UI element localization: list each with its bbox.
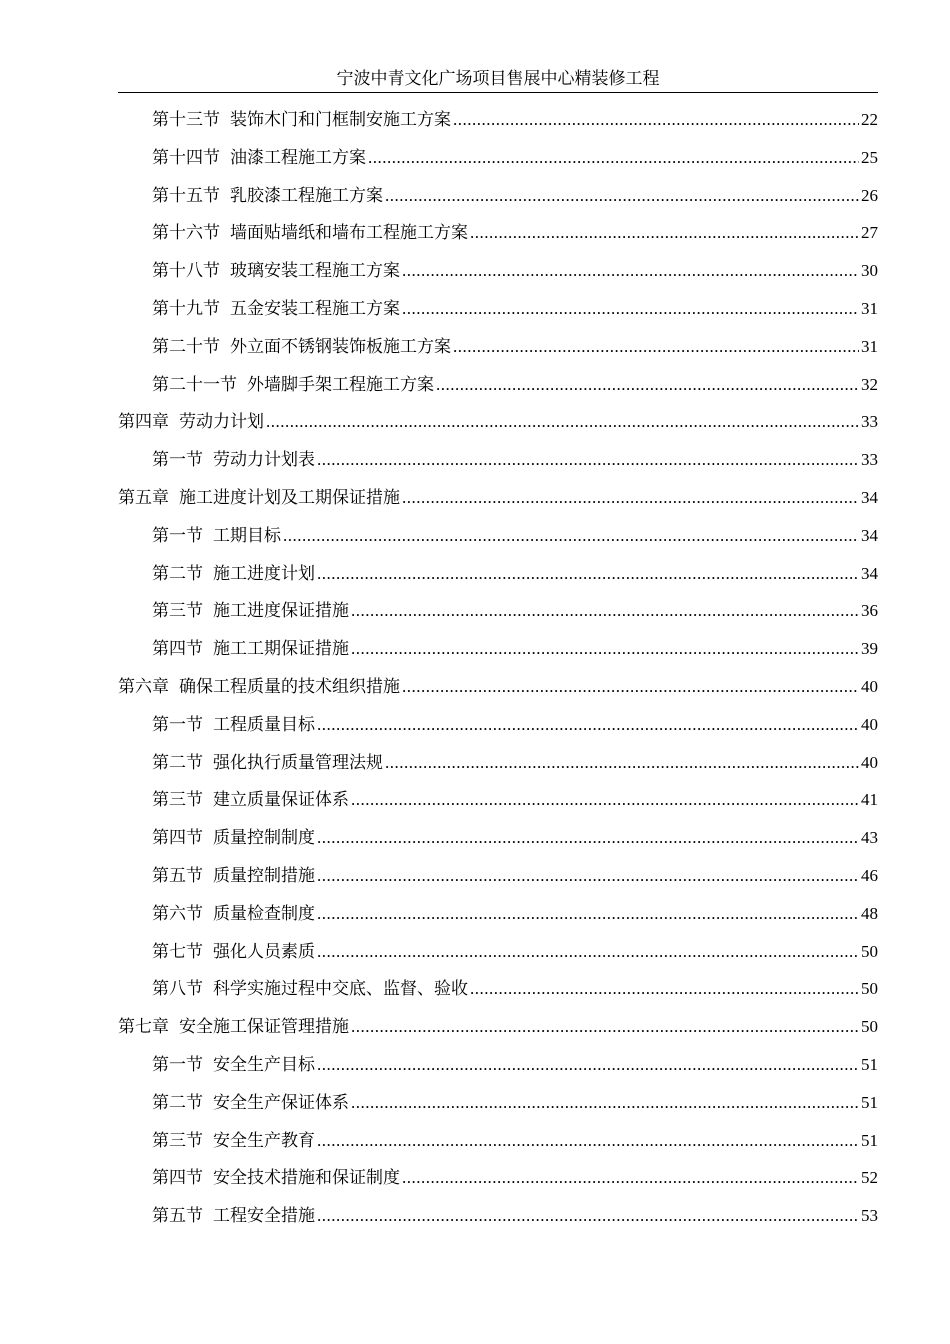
toc-section-entry[interactable]: [118, 177, 878, 215]
toc-dot-leader: [317, 1046, 859, 1084]
toc-entry-label: [152, 745, 383, 783]
toc-section-entry[interactable]: [118, 1122, 878, 1160]
toc-dot-leader: [351, 630, 859, 668]
toc-section-entry[interactable]: [118, 366, 878, 404]
toc-entry-number: 第五节: [152, 1206, 203, 1227]
toc-entry-label: [152, 140, 366, 178]
toc-entry-title: 劳动力计划表: [213, 450, 315, 471]
toc-entry-title: 安全生产教育: [213, 1130, 315, 1151]
toc-page-number: 41: [861, 790, 878, 810]
toc-dot-leader: [453, 328, 859, 366]
toc-page-number: 51: [861, 1054, 878, 1074]
toc-entry-label: [152, 215, 468, 253]
toc-entry-number: 第一节: [152, 525, 203, 546]
toc-entry-label: [152, 707, 315, 745]
toc-entry-label: [118, 480, 400, 518]
toc-entry-title: 质量控制措施: [213, 865, 315, 886]
toc-entry-label: [152, 102, 451, 140]
toc-page-number: 51: [861, 1092, 878, 1112]
toc-page-number: 48: [861, 903, 878, 923]
toc-entry-label: [152, 1123, 315, 1161]
toc-page-number: 50: [861, 941, 878, 961]
toc-entry-number: 第二十一节: [152, 374, 237, 395]
toc-entry-label: [152, 782, 349, 820]
toc-page-number: 50: [861, 979, 878, 999]
toc-page-number: 32: [861, 374, 878, 394]
toc-entry-label: [152, 367, 434, 405]
toc-entry-label: [118, 1009, 349, 1047]
toc-dot-leader: [402, 1159, 859, 1197]
toc-entry-label: [152, 593, 349, 631]
toc-entry-title: 施工进度计划及工期保证措施: [179, 487, 400, 508]
toc-entry-number: 第四节: [152, 639, 203, 660]
toc-dot-leader: [351, 781, 859, 819]
toc-entry-title: 强化执行质量管理法规: [213, 752, 383, 773]
toc-entry-label: [152, 1047, 315, 1085]
toc-dot-leader: [351, 1084, 859, 1122]
toc-entry-title: 安全生产目标: [213, 1054, 315, 1075]
toc-entry-title: 施工进度保证措施: [213, 601, 349, 622]
toc-page-number: 52: [861, 1168, 878, 1188]
toc-entry-number: 第三节: [152, 1130, 203, 1151]
toc-section-entry[interactable]: [118, 857, 878, 895]
toc-page-number: 34: [861, 487, 878, 507]
toc-page-number: 51: [861, 1130, 878, 1150]
toc-section-entry[interactable]: [118, 933, 878, 971]
toc-dot-leader: [453, 101, 859, 139]
toc-section-entry[interactable]: [118, 1159, 878, 1197]
toc-page-number: 40: [861, 752, 878, 772]
toc-page-number: 39: [861, 639, 878, 659]
toc-entry-number: 第六章: [118, 676, 169, 697]
toc-entry-title: 工期目标: [213, 525, 281, 546]
toc-entry-label: [152, 1085, 349, 1123]
toc-page-number: 36: [861, 601, 878, 621]
toc-entry-number: 第四节: [152, 1168, 203, 1189]
toc-entry-title: 五金安装工程施工方案: [230, 298, 400, 319]
toc-entry-number: 第二节: [152, 563, 203, 584]
toc-dot-leader: [402, 479, 859, 517]
toc-page-number: 53: [861, 1206, 878, 1226]
toc-page-number: 22: [861, 110, 878, 129]
toc-entry-label: [152, 934, 315, 972]
toc-dot-leader: [436, 366, 859, 404]
toc-entry-title: 安全生产保证体系: [213, 1092, 349, 1113]
toc-section-entry[interactable]: [118, 517, 878, 555]
toc-entry-label: [118, 404, 264, 442]
toc-entry-label: [152, 329, 451, 367]
toc-entry-label: [152, 1198, 315, 1236]
toc-dot-leader: [402, 252, 859, 290]
toc-entry-number: 第三节: [152, 790, 203, 811]
toc-entry-label: [152, 971, 468, 1009]
toc-page-number: 33: [861, 412, 878, 432]
toc-section-entry[interactable]: [118, 1084, 878, 1122]
toc-dot-leader: [317, 706, 859, 744]
toc-entry-title: 外立面不锈钢装饰板施工方案: [230, 336, 451, 357]
toc-dot-leader: [385, 744, 859, 782]
toc-entry-label: [152, 291, 400, 329]
toc-dot-leader: [317, 1197, 859, 1235]
toc-entry-title: 安全技术措施和保证制度: [213, 1168, 400, 1189]
toc-entry-title: 安全施工保证管理措施: [179, 1017, 349, 1038]
toc-entry-number: 第三节: [152, 601, 203, 622]
toc-section-entry[interactable]: [118, 706, 878, 744]
toc-section-entry[interactable]: [118, 819, 878, 857]
toc-page-number: 40: [861, 714, 878, 734]
toc-entry-title: 外墙脚手架工程施工方案: [247, 374, 434, 395]
toc-entry-label: [152, 556, 315, 594]
toc-page-number: 31: [861, 298, 878, 318]
toc-entry-title: 工程安全措施: [213, 1206, 315, 1227]
toc-entry-number: 第一节: [152, 1054, 203, 1075]
toc-entry-number: 第四章: [118, 412, 169, 433]
toc-entry-label: [152, 858, 315, 896]
toc-entry-title: 质量控制制度: [213, 828, 315, 849]
toc-entry-number: 第八节: [152, 979, 203, 1000]
toc-entry-number: 第十八节: [152, 261, 220, 282]
toc-section-entry[interactable]: [118, 290, 878, 328]
toc-entry-title: 墙面贴墙纸和墙布工程施工方案: [230, 223, 468, 244]
toc-entry-title: 劳动力计划: [179, 412, 264, 433]
toc-entry-title: 建立质量保证体系: [213, 790, 349, 811]
toc-section-entry[interactable]: [118, 592, 878, 630]
toc-entry-number: 第二节: [152, 1092, 203, 1113]
toc-page-number: 25: [861, 147, 878, 167]
toc-entry-title: 质量检查制度: [213, 903, 315, 924]
toc-section-entry[interactable]: [118, 1046, 878, 1084]
toc-entry-number: 第二节: [152, 752, 203, 773]
toc-chapter-entry[interactable]: [118, 479, 878, 517]
toc-dot-leader: [317, 555, 859, 593]
toc-entry-label: [152, 820, 315, 858]
toc-entry-number: 第十三节: [152, 110, 220, 130]
toc-entry-number: 第四节: [152, 828, 203, 849]
toc-section-entry[interactable]: [118, 252, 878, 290]
toc-entry-label: [152, 518, 281, 556]
toc-entry-title: 科学实施过程中交底、监督、验收: [213, 979, 468, 1000]
toc-dot-leader: [402, 290, 859, 328]
toc-entry-number: 第五节: [152, 865, 203, 886]
toc-dot-leader: [317, 819, 859, 857]
toc-dot-leader: [317, 933, 859, 971]
toc-entry-title: 施工工期保证措施: [213, 639, 349, 660]
toc-entry-label: [152, 178, 383, 216]
toc-page-number: 43: [861, 828, 878, 848]
toc-entry-label: [152, 253, 400, 291]
toc-entry-title: 油漆工程施工方案: [230, 147, 366, 168]
toc-section-entry[interactable]: [118, 441, 878, 479]
toc-section-entry[interactable]: [118, 630, 878, 668]
toc-section-entry[interactable]: [118, 101, 878, 139]
toc-dot-leader: [317, 1122, 859, 1160]
toc-entry-number: 第十五节: [152, 185, 220, 206]
toc-page-number: 34: [861, 525, 878, 545]
toc-dot-leader: [317, 857, 859, 895]
toc-section-entry[interactable]: [118, 139, 878, 177]
toc-dot-leader: [317, 895, 859, 933]
toc-chapter-entry[interactable]: [118, 668, 878, 706]
toc-entry-number: 第一节: [152, 714, 203, 735]
toc-section-entry[interactable]: [118, 970, 878, 1008]
toc-section-entry[interactable]: [118, 1197, 878, 1235]
toc-entry-number: 第七章: [118, 1017, 169, 1038]
toc-entry-title: 乳胶漆工程施工方案: [230, 185, 383, 206]
toc-entry-number: 第七节: [152, 941, 203, 962]
toc-section-entry[interactable]: [118, 895, 878, 933]
toc-page-number: 50: [861, 1017, 878, 1037]
header-title: 宁波中青文化广场项目售展中心精装修工程: [336, 69, 660, 89]
toc-dot-leader: [317, 441, 859, 479]
toc-dot-leader: [368, 139, 859, 177]
toc-entry-label: [152, 896, 315, 934]
toc-dot-leader: [351, 1008, 859, 1046]
toc-dot-leader: [402, 668, 859, 706]
toc-entry-title: 强化人员素质: [213, 941, 315, 962]
toc-entry-number: 第二十节: [152, 336, 220, 357]
toc-section-entry[interactable]: [118, 744, 878, 782]
toc-entry-label: [152, 442, 315, 480]
toc-page-number: 26: [861, 185, 878, 205]
toc-entry-label: [152, 631, 349, 669]
toc-entry-number: 第五章: [118, 487, 169, 508]
toc-dot-leader: [283, 517, 859, 555]
toc-entry-number: 第一节: [152, 450, 203, 471]
toc-dot-leader: [385, 177, 859, 215]
toc-chapter-entry[interactable]: [118, 1008, 878, 1046]
toc-chapter-entry[interactable]: [118, 403, 878, 441]
toc-entry-number: 第十四节: [152, 147, 220, 168]
toc-entry-title: 施工进度计划: [213, 563, 315, 584]
toc-section-entry[interactable]: [118, 214, 878, 252]
toc-dot-leader: [470, 214, 859, 252]
toc-page-number: 33: [861, 450, 878, 470]
toc-entry-title: 工程质量目标: [213, 714, 315, 735]
toc-entry-title: 确保工程质量的技术组织措施: [179, 676, 400, 697]
toc-entry-title: 玻璃安装工程施工方案: [230, 261, 400, 282]
toc-entry-number: 第十九节: [152, 298, 220, 319]
toc-page-number: 40: [861, 676, 878, 696]
toc-entry-title: 装饰木门和门框制安施工方案: [230, 110, 451, 130]
toc-entry-label: [118, 669, 400, 707]
toc-page-number: 46: [861, 865, 878, 885]
toc-entry-number: 第六节: [152, 903, 203, 924]
toc-entry-label: [152, 1160, 400, 1198]
toc-dot-leader: [470, 970, 859, 1008]
toc-dot-leader: [351, 592, 859, 630]
toc-page-number: 31: [861, 336, 878, 356]
toc-page-number: 27: [861, 223, 878, 243]
toc-section-entry[interactable]: [118, 328, 878, 366]
table-of-contents: [118, 101, 878, 1235]
toc-section-entry[interactable]: [118, 781, 878, 819]
page-header: [118, 66, 878, 93]
toc-section-entry[interactable]: [118, 555, 878, 593]
toc-page-number: 30: [861, 261, 878, 281]
toc-page-number: 34: [861, 563, 878, 583]
toc-dot-leader: [266, 403, 859, 441]
toc-entry-number: 第十六节: [152, 223, 220, 244]
